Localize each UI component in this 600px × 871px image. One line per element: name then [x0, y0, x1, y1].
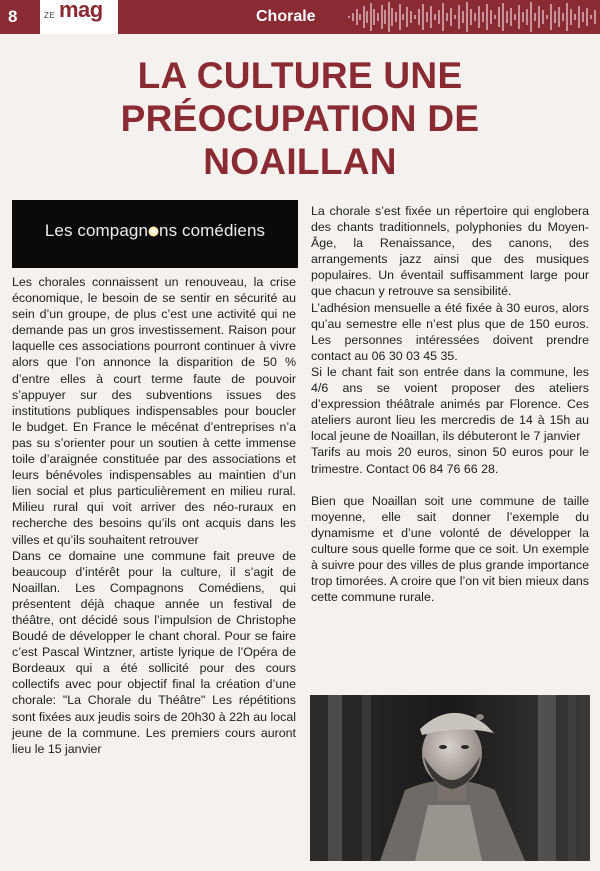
compagnons-banner	[12, 200, 298, 268]
paragraph: Bien que Noaillan soit une commune de taille moyenne, elle sait donner l’exemple du dynamisme et d’une volonté de développer la culture sous quelle forme que ce soit. Un exemple à suivre pour des villes de plus grande importance trop timorées. A croire que l’on vit bien mieux dans cette commune rurale.	[311, 493, 589, 605]
banner-text-start: Les compagn	[44, 221, 149, 240]
paragraph: La chorale s’est fixée un répertoire qui englobera des chants traditionnels, polyphonies du Moyen-Âge, la Renaissance, des canons, des arrangements jazz ainsi que des musiques populaires. Un éventail suffisamment large pour que chacun y retrouve sa sensibilité.	[311, 204, 589, 299]
paragraph: Les chorales connaissent un renouveau, la crise économique, le besoin de se sentir en sécurité au sein d’un groupe, de plus c’est une activité qui ne demande pas un gros investissement. Raison pour laquelle ces associations pourront continuer à vivre alors que l’on annonce la disparition de 50 % d’entre elles à court terme faute de pouvoir s’appuyer sur des subventions issues des institutions publiques indispensables pour boucler le budget. En France le mécénat d’entreprises n’a pas su s’orienter pour un soutien à cette immense toile d’araignée constituée par des associations et leurs bénévoles indispensables au maintien d’un lien social et plus particulièrement en milieu rural. Milieu rural qui voit arriver des néo-ruraux en recherche des besoins qu’ils ont acquis dans les villes et qu’ils souhaitent retrouver	[12, 275, 296, 547]
title-line: PRÉOCUPATION DE	[120, 98, 480, 139]
banner-text	[12, 221, 298, 241]
left-column	[12, 274, 296, 757]
paragraph: L’adhésion mensuelle a été fixée à 30 euros, alors qu’au semestre elle n’est plus que de 150 euros. Les personnes intéressées doivent prendre contact au 06 30 03 45 35.	[311, 300, 589, 363]
paragraph: Si le chant fait son entrée dans la commune, les 4/6 ans se voient proposer des ateliers d’expression théâtrale animés par Florence. Ces ateliers auront lieu les mercredis de 14 à 15h au local jeune de Noaillan, ils débuteront le 7 janvier	[311, 364, 589, 444]
banner-text-end: ns comédiens	[159, 221, 266, 240]
chorister-photo	[310, 695, 590, 861]
section-title: Chorale	[256, 8, 316, 25]
magazine-prefix: ZE	[44, 11, 56, 20]
spotlight-o-icon	[148, 226, 159, 237]
portrait-image	[310, 695, 590, 861]
paragraph: Tarifs au mois 20 euros, sinon 50 euros pour le trimestre. Contact 06 84 76 66 28.	[311, 445, 589, 476]
soundwave-icon	[345, 0, 600, 34]
title-line: LA CULTURE UNE	[137, 55, 463, 96]
header-band	[0, 0, 600, 34]
paragraph: Dans ce domaine une commune fait preuve de beaucoup d’intérêt pour la culture, il s’agit de Noaillan. Les Compagnons Comédiens, qui présentent déjà chaque année un festival de théâtre, ont décidé sous l’impulsion de Christophe Boudé de développer le chant choral. Pour se faire c’est Pascal Wintzner, artiste lyrique de l’Opéra de Bordeaux qui a été sollicité pour des cours collectifs avec pour objectif final la création d’une chorale: "La Chorale du Théâtre" Les répétitions sont fixées aux jeudis soirs de 20h30 à 22h au local jeune de la commune. Les premiers cours auront lieu le 15 janvier	[12, 548, 296, 756]
magazine-name: mag	[59, 0, 103, 22]
page-number: 8	[8, 7, 18, 26]
magazine-logo	[40, 0, 118, 34]
article-title	[40, 54, 560, 183]
title-line: NOAILLAN	[203, 141, 397, 182]
right-column	[311, 203, 589, 605]
